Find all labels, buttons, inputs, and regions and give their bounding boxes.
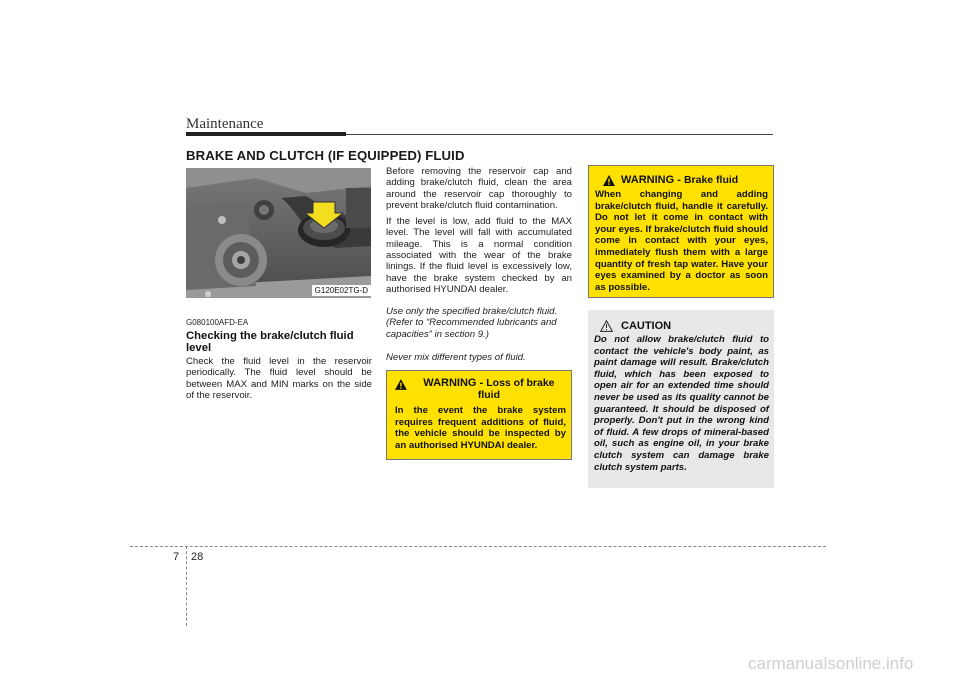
warning-triangle-icon [603,175,615,186]
warning-label: WARNING - [621,174,684,186]
warning-title [412,377,566,401]
warning-subject: Loss of brake fluid [477,377,555,401]
caution-text: Do not allow brake/clutch fluid to contact the vehicle's body paint, as paint damage will result. Brake/clutch fluid, which has been exposed to open air for an extended time should never be used as its quality cannot be guaranteed. It should be disposed of properly. Don't put in the wrong kind of fluid. A few drops of mineral-based oil, such as engine oil, in your brake clutch system can damage brake clutch system parts. [594,334,769,473]
page-number: 28 [191,551,204,563]
warning-loss-box [386,370,572,460]
warning-triangle-icon [395,379,407,390]
engine-bay-illustration [186,168,371,298]
section-title: Maintenance [186,116,264,132]
warning-label: WARNING - [423,377,487,389]
figure-label: G120E02TG-D [312,285,371,296]
warning-header [595,174,768,186]
middle-paragraph: If the level is low, add fluid to the MAX level. The level will fall with accumulated mileage. This is a normal condition associated with the wear of the brake linings. If the fluid level is excessively low, have the brake system checked by an authorised HYUNDAI dealer. [386,216,572,295]
left-body-text: Check the fluid level in the reservoir periodically. The fluid level should be between MAX and MIN marks on the side of the reservoir. [186,356,372,401]
warning-text: When changing and adding brake/clutch fluid, handle it carefully. Do not let it come in contact with your eyes. If brake/clutch fluid should come in contact with your eyes, immediately flush them with a large quantity of fresh tap water. Have your eyes examined by a doctor as soon as possible. [595,189,768,293]
warning-brake-box [588,165,774,298]
caution-box [588,310,774,488]
header-rule-thick [186,132,346,136]
section-code: G080100AFD-EA [186,318,249,327]
warning-header [395,377,566,401]
caution-triangle-icon [600,320,613,332]
footer-divider [130,546,826,547]
caution-title: CAUTION [621,320,672,332]
warning-title [621,174,738,186]
subheading: Checking the brake/clutch fluid level [186,330,354,354]
mix-note: Never mix different types of fluid. [386,352,526,363]
fluid-note: Use only the specified brake/clutch fluid. (Refer to “Recommended lubricants and capacities” in section 9.) [386,306,558,340]
middle-paragraph: Before removing the reservoir cap and adding brake/clutch fluid, clean the area around the reservoir cap thoroughly to prevent brake/clutch fluid contamination. [386,166,572,211]
page-heading: BRAKE AND CLUTCH (IF EQUIPPED) FLUID [186,148,465,163]
warning-subject: Brake fluid [683,174,739,186]
footer-vertical-divider [186,546,187,626]
warning-text: In the event the brake system requires frequent additions of fluid, the vehicle should be inspected by an authorised HYUNDAI dealer. [395,405,566,451]
engine-photo [186,168,371,298]
chapter-number: 7 [173,551,180,563]
caution-header [594,320,769,332]
header-rule-thin [346,134,773,135]
watermark-text: carmanualsonline.info [748,654,914,673]
middle-body [386,166,572,300]
